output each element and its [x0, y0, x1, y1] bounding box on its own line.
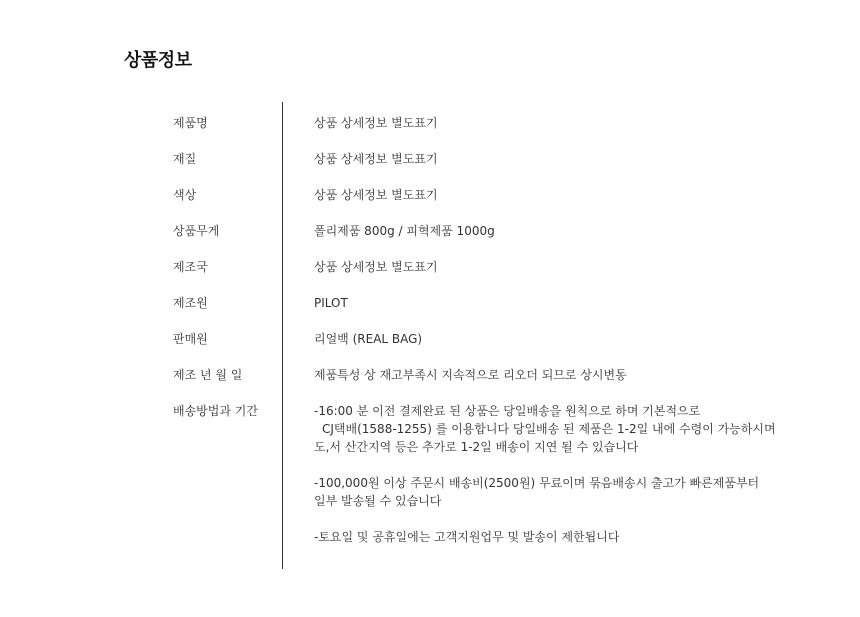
shipping-line: CJ택배(1588-1255) 를 이용합니다 당일배송 된 제품은 1-2일 내에 수령이 가능하시며 — [322, 422, 776, 436]
page-title: 상품정보 — [124, 50, 192, 71]
product-info-table — [0, 114, 860, 544]
spec-row-material — [0, 150, 860, 186]
shipping-line: 일부 발송될 수 있습니다 — [314, 494, 442, 508]
spec-value: 제품특성 상 재고부족시 지속적으로 리오더 되므로 상시변동 — [314, 368, 627, 382]
spec-value: 상품 상세정보 별도표기 — [314, 260, 438, 274]
spec-row-manufacturer — [0, 294, 860, 330]
shipping-line: -100,000원 이상 주문시 배송비(2500원) 무료이며 묶음배송시 출고가 빠른제품부터 — [314, 476, 760, 490]
spec-row-shipping — [0, 402, 860, 544]
spec-value: 리얼백 (REAL BAG) — [314, 332, 423, 346]
spec-label: 배송방법과 기간 — [173, 404, 258, 418]
spec-value: 상품 상세정보 별도표기 — [314, 188, 438, 202]
spec-row-weight — [0, 222, 860, 258]
spec-value: PILOT — [314, 296, 348, 310]
spec-row-product-name — [0, 114, 860, 150]
spec-value: 상품 상세정보 별도표기 — [314, 152, 438, 166]
shipping-line: 도,서 산간지역 등은 추가로 1-2일 배송이 지연 될 수 있습니다 — [314, 440, 639, 454]
shipping-line: -16:00 분 이전 결제완료 된 상품은 당일배송을 원칙으로 하며 기본적으로 — [314, 404, 701, 418]
spec-value: 상품 상세정보 별도표기 — [314, 116, 438, 130]
shipping-paragraph — [314, 402, 776, 456]
spec-label: 제조국 — [173, 260, 208, 274]
spec-value: 폴리제품 800g / 피혁제품 1000g — [314, 224, 495, 238]
spec-label: 제조 년 월 일 — [173, 368, 243, 382]
spec-label: 제조원 — [173, 296, 208, 310]
spec-row-country — [0, 258, 860, 294]
spec-row-seller — [0, 330, 860, 366]
spec-row-manufacture-date — [0, 366, 860, 402]
shipping-paragraph — [314, 528, 619, 546]
spec-label: 색상 — [173, 188, 197, 202]
spec-label: 상품무게 — [173, 224, 220, 238]
spec-label: 재질 — [173, 152, 197, 166]
spec-label: 판매원 — [173, 332, 208, 346]
shipping-line: -토요일 및 공휴일에는 고객지원업무 및 발송이 제한됩니다 — [314, 530, 620, 544]
spec-row-color — [0, 186, 860, 222]
spec-label: 제품명 — [173, 116, 208, 130]
shipping-paragraph — [314, 474, 759, 510]
